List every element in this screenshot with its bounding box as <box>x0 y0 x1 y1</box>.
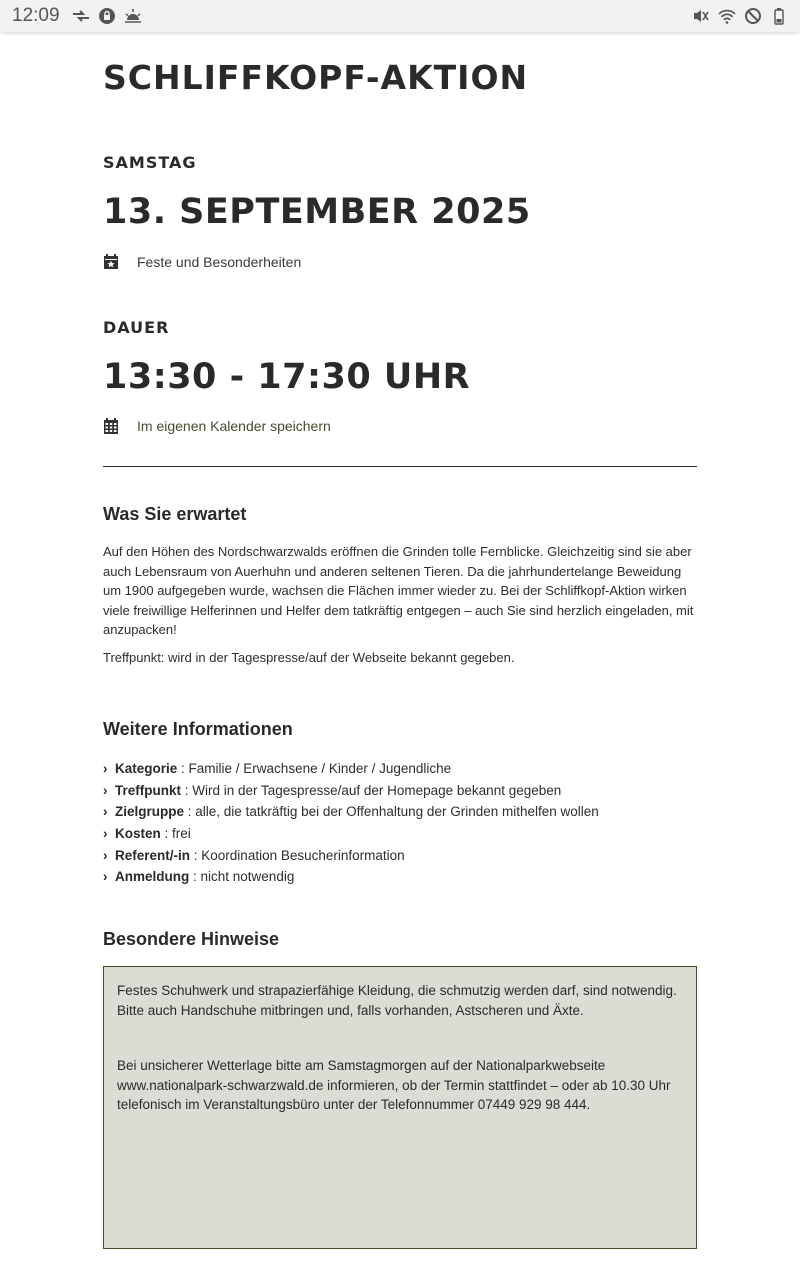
calendar-grid-icon <box>103 418 119 434</box>
notes-equipment: Festes Schuhwerk und strapazierfähige Kleidung, die schmutzig werden darf, sind notwendig. Bitte auch Handschuhe mitbringen und, falls vorhanden, Astscheren und Äxte. <box>117 983 677 1018</box>
wifi-icon <box>718 7 736 25</box>
duration-label: DAUER <box>103 318 170 337</box>
chevron-right-icon: › <box>103 826 108 842</box>
expect-description: Auf den Höhen des Nordschwarzwalds eröffnen die Grinden tolle Fernblicke. Gleichzeitig sind sie aber auch Lebensraum von Auerhuhn und anderen seltenen Tieren. Da die jahrhundertelange Beweidung um 1900 aufgegeben wurde, wachsen die Flächen immer wieder zu. Bei der Schliffkopf-Aktion wirken viele freiwillige Helferinnen und Helfer dem tatkräftig entgegen – auch Sie sind herzlich eingeladen, mit anzupacken! <box>103 544 694 638</box>
sync-arrows-icon <box>72 7 90 25</box>
event-category: Feste und Besonderheiten <box>137 254 302 270</box>
notes-box <box>103 966 697 1249</box>
notes-heading: Besondere Hinweise <box>103 929 280 949</box>
list-item: › Anmeldung : nicht notwendig <box>103 869 295 885</box>
info-list <box>103 758 599 888</box>
expect-heading: Was Sie erwartet <box>103 504 247 524</box>
weather-sun-icon <box>124 7 142 25</box>
status-time: 12:09 <box>12 5 60 26</box>
save-calendar-link[interactable] <box>103 418 331 434</box>
info-heading: Weitere Informationen <box>103 719 293 739</box>
chevron-right-icon: › <box>103 847 108 863</box>
category-row <box>103 254 301 270</box>
event-title: SCHLIFFKOPF-AKTION <box>103 58 529 97</box>
chevron-right-icon: › <box>103 869 108 885</box>
list-item: › Zielgruppe : alle, die tatkräftig bei der Offenhaltung der Grinden mithelfen wollen <box>103 804 599 820</box>
list-item: › Treffpunkt : Wird in der Tagespresse/auf der Homepage bekannt gegeben <box>103 782 562 798</box>
event-date: 13. SEPTEMBER 2025 <box>103 192 531 232</box>
vpn-lock-icon <box>98 7 116 25</box>
battery-icon <box>770 7 788 25</box>
calendar-star-icon <box>103 254 119 270</box>
day-label: SAMSTAG <box>103 153 197 172</box>
list-item: › Referent/-in : Koordination Besucherinformation <box>103 847 405 863</box>
mute-vibrate-icon <box>692 7 710 25</box>
list-item: › Kosten : frei <box>103 826 191 842</box>
section-divider <box>103 466 697 467</box>
status-bar-right <box>692 7 788 25</box>
event-time: 13:30 - 17:30 UHR <box>103 357 471 397</box>
notes-weather: Bei unsicherer Wetterlage bitte am Samstagmorgen auf der Nationalparkwebseite www.nationalpark-schwarzwald.de informieren, ob der Termin stattfindet – oder ab 10.30 Uhr telefonisch im Veranstaltungsbüro unter der Telefonnummer 07449 929 98 444. <box>117 1058 671 1113</box>
expect-meeting-point: Treffpunkt: wird in der Tagespresse/auf der Webseite bekannt gegeben. <box>103 650 515 665</box>
do-not-disturb-icon <box>744 7 762 25</box>
chevron-right-icon: › <box>103 782 108 798</box>
chevron-right-icon: › <box>103 761 108 777</box>
status-bar <box>0 0 800 32</box>
status-bar-left <box>12 5 142 27</box>
save-calendar-label[interactable]: Im eigenen Kalender speichern <box>137 418 331 434</box>
list-item: › Kategorie : Familie / Erwachsene / Kinder / Jugendliche <box>103 761 452 777</box>
chevron-right-icon: › <box>103 804 108 820</box>
